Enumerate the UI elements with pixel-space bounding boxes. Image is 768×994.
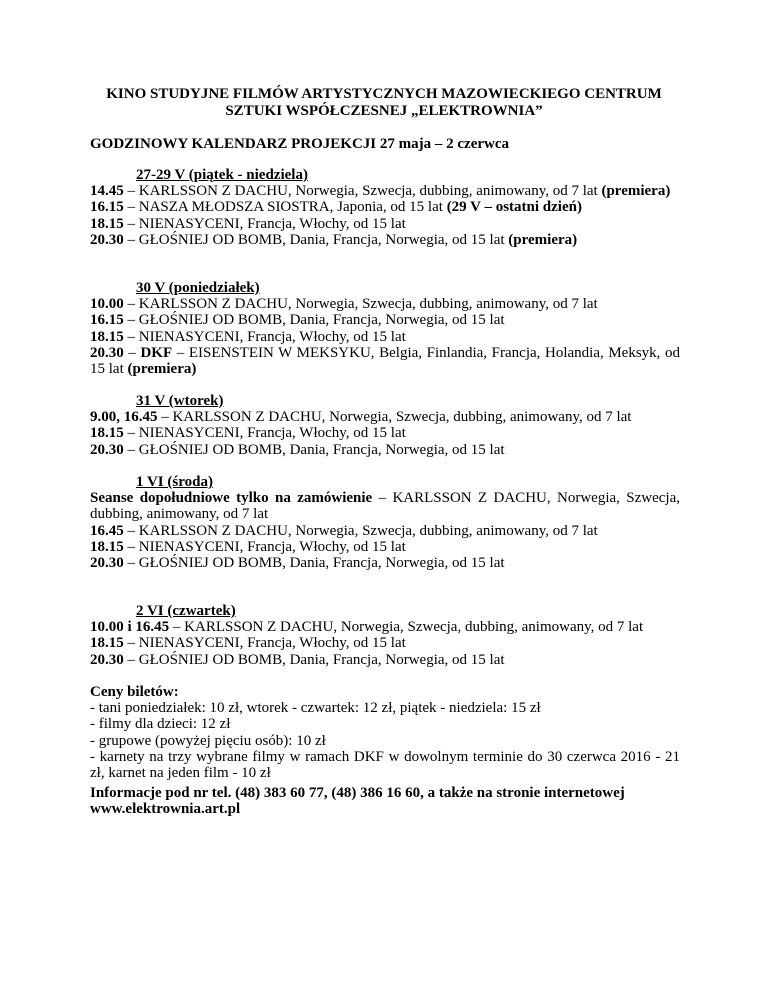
- contact-text: Informacje pod nr tel. (48) 383 60 77, (48) 386 16 60, a także na stronie internetowej: [90, 785, 625, 801]
- document-title: [60, 86, 708, 119]
- price-line: - grupowe (powyżej pięciu osób): 10 zł: [90, 732, 326, 749]
- day-section: [90, 603, 680, 668]
- screening-text: – GŁOŚNIEJ OD BOMB, Dania, Francja, Norwegia, od 15 lat: [123, 312, 505, 329]
- day-section: [90, 167, 680, 248]
- screening-text: – GŁOŚNIEJ OD BOMB, Dania, Francja, Norwegia, od 15 lat: [123, 231, 509, 248]
- screening-entry: [90, 216, 680, 232]
- screening-entry: [90, 409, 680, 425]
- screening-entry: [90, 296, 680, 312]
- title-line-1: KINO STUDYJNE FILMÓW ARTYSTYCZNYCH MAZOWIECKIEGO CENTRUM: [106, 86, 662, 102]
- screening-time: 18.15: [90, 538, 124, 555]
- screening-entry: [90, 345, 680, 377]
- day-section: [90, 280, 680, 377]
- screening-text: – GŁOŚNIEJ OD BOMB, Dania, Francja, Norwegia, od 15 lat: [123, 441, 505, 458]
- screening-note: (premiera): [601, 183, 671, 200]
- screening-entry: [90, 425, 680, 441]
- screening-text: – NIENASYCENI, Francja, Włochy, od 15 lat: [123, 425, 406, 442]
- screening-note: (premiera): [127, 361, 197, 378]
- screening-text: – KARLSSON Z DACHU, Norwegia, Szwecja, dubbing, animowany, od 7 lat: [169, 619, 644, 636]
- screening-text: – NASZA MŁODSZA SIOSTRA, Japonia, od 15 lat: [123, 199, 447, 216]
- screening-text: – NIENASYCENI, Francja, Włochy, od 15 lat: [123, 328, 406, 345]
- screening-text: – NIENASYCENI, Francja, Włochy, od 15 lat: [123, 215, 406, 232]
- screening-time: 16.45: [90, 522, 124, 539]
- day-heading: 31 V (wtorek): [136, 393, 224, 409]
- calendar-title: GODZINOWY KALENDARZ PROJEKCJI 27 maja – 2 czerwca: [90, 136, 509, 152]
- screening-entry: [90, 312, 680, 328]
- website-link[interactable]: www.elektrownia.art.pl: [90, 801, 241, 818]
- day-heading: 27-29 V (piątek - niedziela): [136, 167, 308, 183]
- day-section: [90, 393, 680, 458]
- price-line: - filmy dla dzieci: 12 zł: [90, 716, 231, 733]
- screening-text: – GŁOŚNIEJ OD BOMB, Dania, Francja, Norwegia, od 15 lat: [123, 555, 505, 572]
- screening-time: 20.30: [90, 231, 124, 248]
- screening-time: 20.30: [90, 555, 124, 572]
- title-line-2: SZTUKI WSPÓŁCZESNEJ „ELEKTROWNIA”: [225, 102, 543, 119]
- screening-text-cont: – EISENSTEIN W MEKSYKU, Belgia, Finlandia, Francja, Holandia, Meksyk, od 15 lat: [90, 344, 681, 378]
- screening-time: 20.30: [90, 651, 124, 668]
- screening-text: – KARLSSON Z DACHU, Norwegia, Szwecja, dubbing, animowany, od 7 lat: [123, 522, 598, 539]
- screening-text: – GŁOŚNIEJ OD BOMB, Dania, Francja, Norwegia, od 15 lat: [123, 651, 505, 668]
- day-heading: 30 V (poniedziałek): [136, 280, 260, 296]
- screening-note: (premiera): [508, 231, 578, 248]
- screening-text: – KARLSSON Z DACHU, Norwegia, Szwecja, dubbing, animowany, od 7 lat: [123, 183, 602, 200]
- price-line: - karnety na trzy wybrane filmy w ramach DKF w dowolnym terminie do 30 czerwca 2016 - 21 zł, karnet na jeden film - 10 zł: [90, 748, 680, 782]
- screening-note: (29 V – ostatni dzień): [446, 199, 582, 216]
- screening-time: 10.00 i 16.45: [90, 619, 170, 636]
- day-heading: 2 VI (czwartek): [136, 603, 236, 619]
- screening-time: 10.00: [90, 296, 124, 313]
- screening-label: Seanse dopołudniowe tylko na zamówienie: [90, 490, 373, 507]
- screening-text: – KARLSSON Z DACHU, Norwegia, Szwecja, dubbing, animowany, od 7 lat: [157, 409, 632, 426]
- screening-text: –: [123, 344, 141, 361]
- screening-entry: [90, 539, 680, 555]
- screening-text: – KARLSSON Z DACHU, Norwegia, Szwecja, dubbing, animowany, od 7 lat: [123, 296, 598, 313]
- price-line: - tani poniedziałek: 10 zł, wtorek - czwartek: 12 zł, piątek - niedziela: 15 zł: [90, 700, 541, 717]
- screening-entry: [90, 232, 680, 248]
- screening-time: 9.00, 16.45: [90, 409, 158, 426]
- dkf-label: DKF: [140, 344, 173, 361]
- prices-heading: Ceny biletów:: [90, 684, 179, 700]
- screening-entry: [90, 442, 680, 458]
- screening-time: 16.15: [90, 199, 124, 216]
- screening-text: – KARLSSON Z DACHU, Norwegia, Szwecja, dubbing, animowany, od 7 lat: [90, 490, 680, 523]
- day-section: [90, 474, 680, 571]
- screening-entry: [90, 490, 680, 522]
- screening-entry: [90, 652, 680, 668]
- screening-entry: [90, 199, 680, 215]
- screening-entry: [90, 619, 680, 635]
- day-heading: 1 VI (środa): [136, 474, 213, 490]
- screening-time: 20.30: [90, 344, 124, 361]
- screening-time: 18.15: [90, 215, 124, 232]
- screening-text: – NIENASYCENI, Francja, Włochy, od 15 lat: [123, 538, 406, 555]
- screening-time: 16.15: [90, 312, 124, 329]
- screening-entry: [90, 555, 680, 571]
- screening-time: 18.15: [90, 328, 124, 345]
- screening-entry: [90, 635, 680, 651]
- contact-info: [90, 785, 680, 817]
- screening-time: 20.30: [90, 441, 124, 458]
- ticket-prices: [90, 684, 680, 781]
- screening-time: 14.45: [90, 183, 124, 200]
- screening-time: 18.15: [90, 425, 124, 442]
- screening-entry: [90, 329, 680, 345]
- screening-time: 18.15: [90, 635, 124, 652]
- screening-entry: [90, 523, 680, 539]
- screening-text: – NIENASYCENI, Francja, Włochy, od 15 lat: [123, 635, 406, 652]
- screening-entry: [90, 183, 680, 199]
